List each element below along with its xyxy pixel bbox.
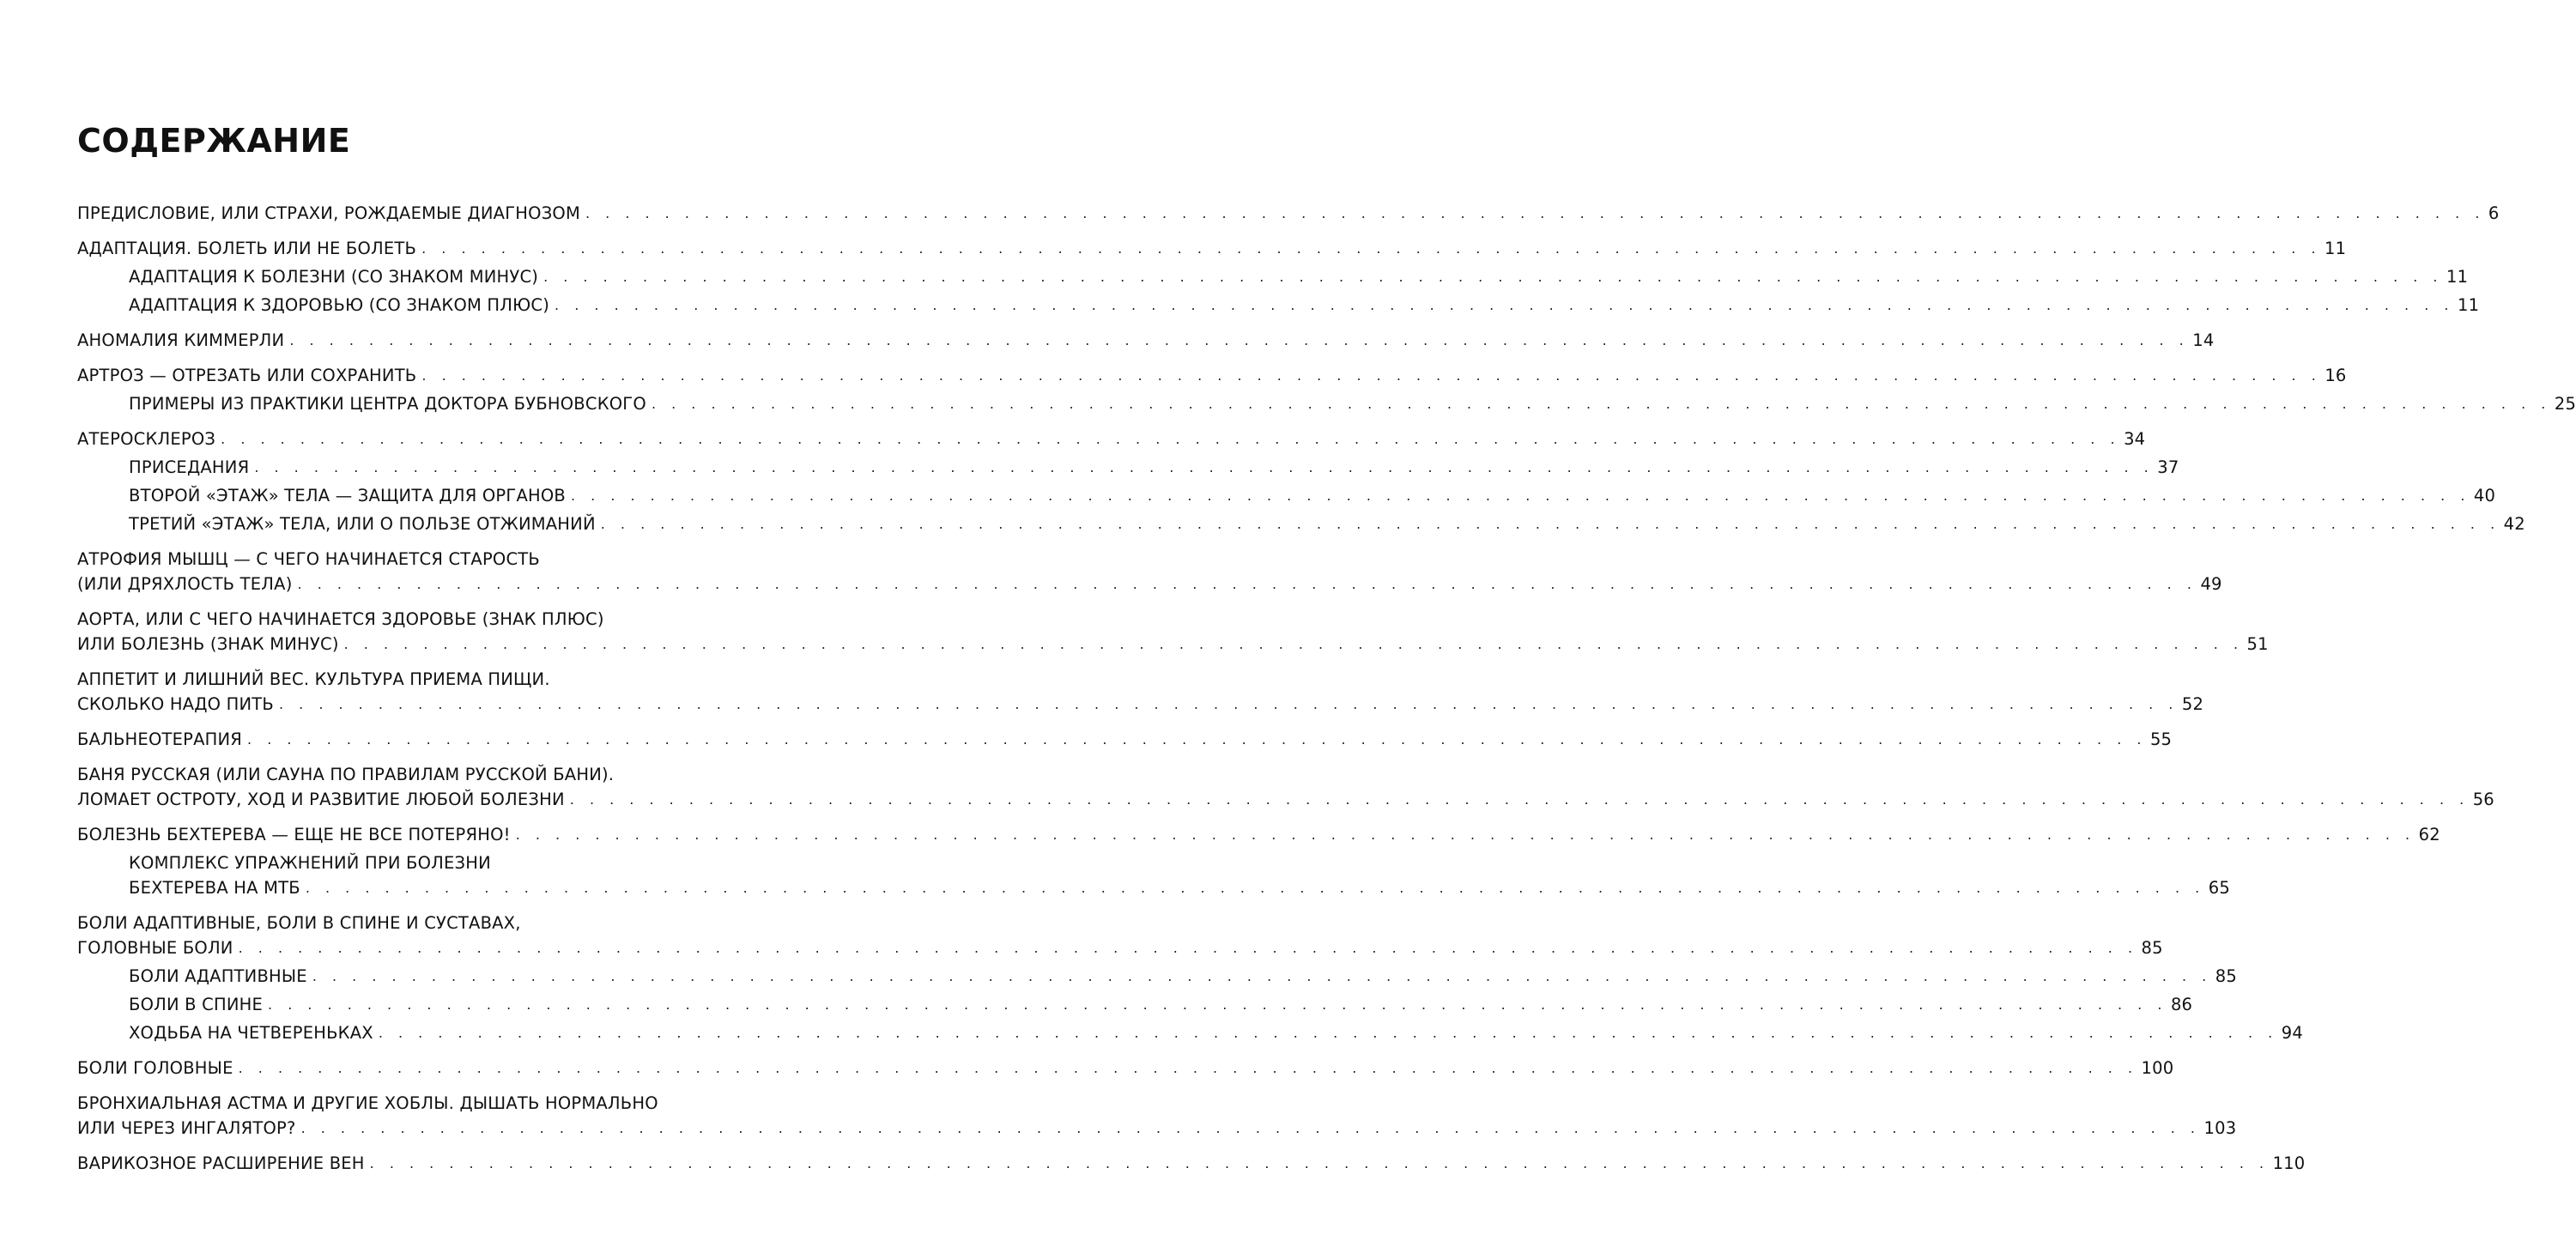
toc-entry[interactable]: [77, 762, 2494, 812]
page-number: 37: [2157, 457, 2179, 477]
dot-leader: . . . . . . . . . . . . . . . . . . . . . . . . . . . . . . . . . . . . . . . . . . . . . . . . . . . . . . . . . . . . . . . . . . . . . . . . . . . . . . . . . . . . . . . . . . . . . . . .: [555, 297, 2454, 313]
page-number: 100: [2141, 1058, 2174, 1078]
page-number: 34: [2124, 429, 2146, 449]
page-number: 49: [2200, 574, 2222, 594]
page-number: 6: [2488, 203, 2500, 223]
page-number: 11: [2457, 295, 2480, 315]
dot-leader: . . . . . . . . . . . . . . . . . . . . . . . . . . . . . . . . . . . . . . . . . . . . . . . . . . . . . . . . . . . . . . . . . . . . . . . . . . . . . . . . . . . . . . . . . . . . . . . .: [600, 516, 2500, 532]
toc-entry[interactable]: [77, 547, 2222, 596]
toc-entry-title: ПРИМЕРЫ ИЗ ПРАКТИКИ ЦЕНТРА ДОКТОРА БУБНОВСКОГО: [129, 394, 646, 414]
page-number: 52: [2181, 694, 2204, 714]
toc-entry[interactable]: [77, 328, 2215, 353]
page-number: 62: [2418, 825, 2440, 844]
toc-entry-title: ИЛИ ЧЕРЕЗ ИНГАЛЯТОР?: [77, 1118, 296, 1138]
dot-leader: . . . . . . . . . . . . . . . . . . . . . . . . . . . . . . . . . . . . . . . . . . . . . . . . . . . . . . . . . . . . . . . . . . . . . . . . . . . . . . . . . . . . . . . . . . . . . . . .: [254, 459, 2155, 475]
dot-leader: . . . . . . . . . . . . . . . . . . . . . . . . . . . . . . . . . . . . . . . . . . . . . . . . . . . . . . . . . . . . . . . . . . . . . . . . . . . . . . . . . . . . . . . . . . . . . . . .: [305, 880, 2205, 896]
page-number: 86: [2170, 995, 2193, 1014]
dot-leader: . . . . . . . . . . . . . . . . . . . . . . . . . . . . . . . . . . . . . . . . . . . . . . . . . . . . . . . . . . . . . . . . . . . . . . . . . . . . . . . . . . . . . . . . . . . . . . . .: [570, 487, 2470, 504]
toc-subentry[interactable]: [77, 391, 2576, 416]
page-number: 11: [2446, 267, 2469, 287]
page-number: 110: [2272, 1153, 2306, 1173]
page-number: 85: [2141, 938, 2163, 958]
toc-entry-title: БЕХТЕРЕВА НА МТБ: [129, 878, 300, 898]
toc-entry[interactable]: [77, 427, 2146, 451]
toc-entry-title: АТЕРОСКЛЕРОЗ: [77, 429, 216, 449]
toc-entry-title: (ИЛИ ДРЯХЛОСТЬ ТЕЛА): [77, 574, 293, 594]
toc-entry-title: АДАПТАЦИЯ. БОЛЕТЬ ИЛИ НЕ БОЛЕТЬ: [77, 239, 417, 258]
dot-leader: . . . . . . . . . . . . . . . . . . . . . . . . . . . . . . . . . . . . . . . . . . . . . . . . . . . . . . . . . . . . . . . . . . . . . . . . . . . . . . . . . . . . . . . . . . . . . . . .: [569, 791, 2470, 808]
toc-subentry[interactable]: [77, 964, 2237, 989]
toc-entry-title: ВТОРОЙ «ЭТАЖ» ТЕЛА — ЗАЩИТА ДЛЯ ОРГАНОВ: [129, 486, 566, 505]
toc-entry[interactable]: [77, 727, 2173, 752]
dot-leader: . . . . . . . . . . . . . . . . . . . . . . . . . . . . . . . . . . . . . . . . . . . . . . . . . . . . . . . . . . . . . . . . . . . . . . . . . . . . . . . . . . . . . . . . . . . . . . . .: [300, 1120, 2201, 1136]
toc-entry[interactable]: [77, 1151, 2306, 1176]
toc-entry[interactable]: [77, 201, 2500, 226]
toc-entry-title: АНОМАЛИЯ КИММЕРЛИ: [77, 330, 285, 350]
toc-entry-title: ИЛИ БОЛЕЗНЬ (ЗНАК МИНУС): [77, 634, 339, 654]
toc-entry[interactable]: [77, 363, 2347, 388]
toc-entry-title: ГОЛОВНЫЕ БОЛИ: [77, 938, 233, 958]
toc-entry-title: БОЛЕЗНЬ БЕХТЕРЕВА — ЕЩЕ НЕ ВСЕ ПОТЕРЯНО!: [77, 825, 511, 844]
toc-entry-title: ХОДЬБА НА ЧЕТВЕРЕНЬКАХ: [129, 1023, 373, 1043]
toc-entry-title-line: АППЕТИТ И ЛИШНИЙ ВЕС. КУЛЬТУРА ПРИЕМА ПИЩИ.: [77, 669, 550, 689]
dot-leader: . . . . . . . . . . . . . . . . . . . . . . . . . . . . . . . . . . . . . . . . . . . . . . . . . . . . . . . . . . . . . . . . . . . . . . . . . . . . . . . . . . . . . . . . . . . . . . . .: [421, 240, 2322, 257]
toc-subentry[interactable]: [77, 1020, 2303, 1045]
toc-subentry[interactable]: [77, 264, 2469, 289]
toc-entry-title: АДАПТАЦИЯ К БОЛЕЗНИ (СО ЗНАКОМ МИНУС): [129, 267, 539, 287]
toc-subentry[interactable]: [77, 511, 2525, 536]
toc-entry-title-line: БОЛИ АДАПТИВНЫЕ, БОЛИ В СПИНЕ И СУСТАВАХ,: [77, 913, 521, 933]
dot-leader: . . . . . . . . . . . . . . . . . . . . . . . . . . . . . . . . . . . . . . . . . . . . . . . . . . . . . . . . . . . . . . . . . . . . . . . . . . . . . . . . . . . . . . . . . . . . . . . .: [515, 826, 2415, 843]
dot-leader: . . . . . . . . . . . . . . . . . . . . . . . . . . . . . . . . . . . . . . . . . . . . . . . . . . . . . . . . . . . . . . . . . . . . . . . . . . . . . . . . . . . . . . . . . . . . . . . .: [238, 1060, 2138, 1076]
dot-leader: . . . . . . . . . . . . . . . . . . . . . . . . . . . . . . . . . . . . . . . . . . . . . . . . . . . . . . . . . . . . . . . . . . . . . . . . . . . . . . . . . . . . . . . . . . . . . . . .: [585, 205, 2485, 221]
toc-entry-title: ЛОМАЕТ ОСТРОТУ, ХОД И РАЗВИТИЕ ЛЮБОЙ БОЛЕЗНИ: [77, 790, 565, 809]
toc-entry-title: ВАРИКОЗНОЕ РАСШИРЕНИЕ ВЕН: [77, 1153, 365, 1173]
toc-entry-title: БОЛИ В СПИНЕ: [129, 995, 264, 1014]
page-number: 40: [2473, 486, 2496, 505]
toc-entry[interactable]: [77, 1091, 2237, 1141]
dot-leader: . . . . . . . . . . . . . . . . . . . . . . . . . . . . . . . . . . . . . . . . . . . . . . . . . . . . . . . . . . . . . . . . . . . . . . . . . . . . . . . . . . . . . . . . . . . . . . . .: [312, 968, 2212, 984]
toc-entry[interactable]: [77, 1056, 2174, 1080]
toc-subentry[interactable]: [77, 455, 2179, 480]
toc-entry-title-line: АОРТА, ИЛИ С ЧЕГО НАЧИНАЕТСЯ ЗДОРОВЬЕ (ЗНАК ПЛЮС): [77, 609, 604, 629]
page-number: 16: [2324, 366, 2347, 385]
page-number: 25: [2554, 394, 2576, 414]
page-number: 11: [2324, 239, 2347, 258]
toc-entry-title: ТРЕТИЙ «ЭТАЖ» ТЕЛА, ИЛИ О ПОЛЬЗЕ ОТЖИМАНИЙ: [129, 514, 596, 534]
page-number: 55: [2149, 729, 2173, 749]
toc-entry-title-line: БРОНХИАЛЬНАЯ АСТМА И ДРУГИЕ ХОБЛЫ. ДЫШАТЬ НОРМАЛЬНО: [77, 1093, 658, 1113]
page-number: 51: [2246, 634, 2269, 654]
dot-leader: . . . . . . . . . . . . . . . . . . . . . . . . . . . . . . . . . . . . . . . . . . . . . . . . . . . . . . . . . . . . . . . . . . . . . . . . . . . . . . . . . . . . . . . . . . . . . . . .: [369, 1155, 2270, 1171]
toc-entry[interactable]: [77, 911, 2163, 960]
dot-leader: . . . . . . . . . . . . . . . . . . . . . . . . . . . . . . . . . . . . . . . . . . . . . . . . . . . . . . . . . . . . . . . . . . . . . . . . . . . . . . . . . . . . . . . . . . . . . . . .: [543, 269, 2443, 285]
toc-entry-title-line: АТРОФИЯ МЫШЦ — С ЧЕГО НАЧИНАЕТСЯ СТАРОСТЬ: [77, 549, 540, 569]
toc-entry-title: БАЛЬНЕОТЕРАПИЯ: [77, 729, 243, 749]
dot-leader: . . . . . . . . . . . . . . . . . . . . . . . . . . . . . . . . . . . . . . . . . . . . . . . . . . . . . . . . . . . . . . . . . . . . . . . . . . . . . . . . . . . . . . . . . . . . . . . .: [297, 576, 2197, 592]
table-of-contents: [77, 201, 2576, 1176]
toc-entry-title: БОЛИ ГОЛОВНЫЕ: [77, 1058, 233, 1078]
page-number: 14: [2192, 330, 2215, 350]
toc-subentry[interactable]: [77, 483, 2496, 508]
toc-entry-title: АДАПТАЦИЯ К ЗДОРОВЬЮ (СО ЗНАКОМ ПЛЮС): [129, 295, 550, 315]
page-number: 56: [2472, 790, 2494, 809]
toc-entry[interactable]: [77, 667, 2204, 717]
toc-entry-title: ПРИСЕДАНИЯ: [129, 457, 250, 477]
dot-leader: . . . . . . . . . . . . . . . . . . . . . . . . . . . . . . . . . . . . . . . . . . . . . . . . . . . . . . . . . . . . . . . . . . . . . . . . . . . . . . . . . . . . . . . . . . . . . . . .: [289, 332, 2190, 348]
toc-entry[interactable]: [77, 607, 2269, 657]
dot-leader: . . . . . . . . . . . . . . . . . . . . . . . . . . . . . . . . . . . . . . . . . . . . . . . . . . . . . . . . . . . . . . . . . . . . . . . . . . . . . . . . . . . . . . . . . . . . . . . .: [378, 1025, 2278, 1041]
dot-leader: . . . . . . . . . . . . . . . . . . . . . . . . . . . . . . . . . . . . . . . . . . . . . . . . . . . . . . . . . . . . . . . . . . . . . . . . . . . . . . . . . . . . . . . . . . . . . . . .: [651, 396, 2551, 412]
toc-subentry[interactable]: [77, 850, 2230, 900]
dot-leader: . . . . . . . . . . . . . . . . . . . . . . . . . . . . . . . . . . . . . . . . . . . . . . . . . . . . . . . . . . . . . . . . . . . . . . . . . . . . . . . . . . . . . . . . . . . . . . . .: [278, 696, 2179, 712]
page-number: 94: [2281, 1023, 2303, 1043]
dot-leader: . . . . . . . . . . . . . . . . . . . . . . . . . . . . . . . . . . . . . . . . . . . . . . . . . . . . . . . . . . . . . . . . . . . . . . . . . . . . . . . . . . . . . . . . . . . . . . . .: [421, 367, 2322, 384]
toc-subentry[interactable]: [77, 293, 2480, 318]
toc-entry-title: СКОЛЬКО НАДО ПИТЬ: [77, 694, 274, 714]
toc-entry-title: ПРЕДИСЛОВИЕ, ИЛИ СТРАХИ, РОЖДАЕМЫЕ ДИАГНОЗОМ: [77, 203, 580, 223]
toc-entry-title: БОЛИ АДАПТИВНЫЕ: [129, 966, 307, 986]
page-number: 85: [2215, 966, 2237, 986]
dot-leader: . . . . . . . . . . . . . . . . . . . . . . . . . . . . . . . . . . . . . . . . . . . . . . . . . . . . . . . . . . . . . . . . . . . . . . . . . . . . . . . . . . . . . . . . . . . . . . . .: [247, 731, 2147, 748]
dot-leader: . . . . . . . . . . . . . . . . . . . . . . . . . . . . . . . . . . . . . . . . . . . . . . . . . . . . . . . . . . . . . . . . . . . . . . . . . . . . . . . . . . . . . . . . . . . . . . . .: [221, 431, 2121, 447]
toc-entry[interactable]: [77, 822, 2440, 847]
dot-leader: . . . . . . . . . . . . . . . . . . . . . . . . . . . . . . . . . . . . . . . . . . . . . . . . . . . . . . . . . . . . . . . . . . . . . . . . . . . . . . . . . . . . . . . . . . . . . . . .: [343, 636, 2244, 652]
page-number: 103: [2203, 1118, 2237, 1138]
dot-leader: . . . . . . . . . . . . . . . . . . . . . . . . . . . . . . . . . . . . . . . . . . . . . . . . . . . . . . . . . . . . . . . . . . . . . . . . . . . . . . . . . . . . . . . . . . . . . . . .: [238, 940, 2138, 956]
toc-entry-title-line: БАНЯ РУССКАЯ (ИЛИ САУНА ПО ПРАВИЛАМ РУССКОЙ БАНИ).: [77, 765, 615, 784]
page-title: СОДЕРЖАНИЕ: [77, 122, 351, 160]
page-number: 42: [2503, 514, 2525, 534]
toc-entry[interactable]: [77, 236, 2347, 261]
toc-entry-title-line: КОМПЛЕКС УПРАЖНЕНИЙ ПРИ БОЛЕЗНИ: [129, 853, 491, 873]
toc-subentry[interactable]: [77, 992, 2193, 1017]
page-number: 65: [2208, 878, 2230, 898]
toc-entry-title: АРТРОЗ — ОТРЕЗАТЬ ИЛИ СОХРАНИТЬ: [77, 366, 417, 385]
dot-leader: . . . . . . . . . . . . . . . . . . . . . . . . . . . . . . . . . . . . . . . . . . . . . . . . . . . . . . . . . . . . . . . . . . . . . . . . . . . . . . . . . . . . . . . . . . . . . . . .: [268, 996, 2167, 1013]
